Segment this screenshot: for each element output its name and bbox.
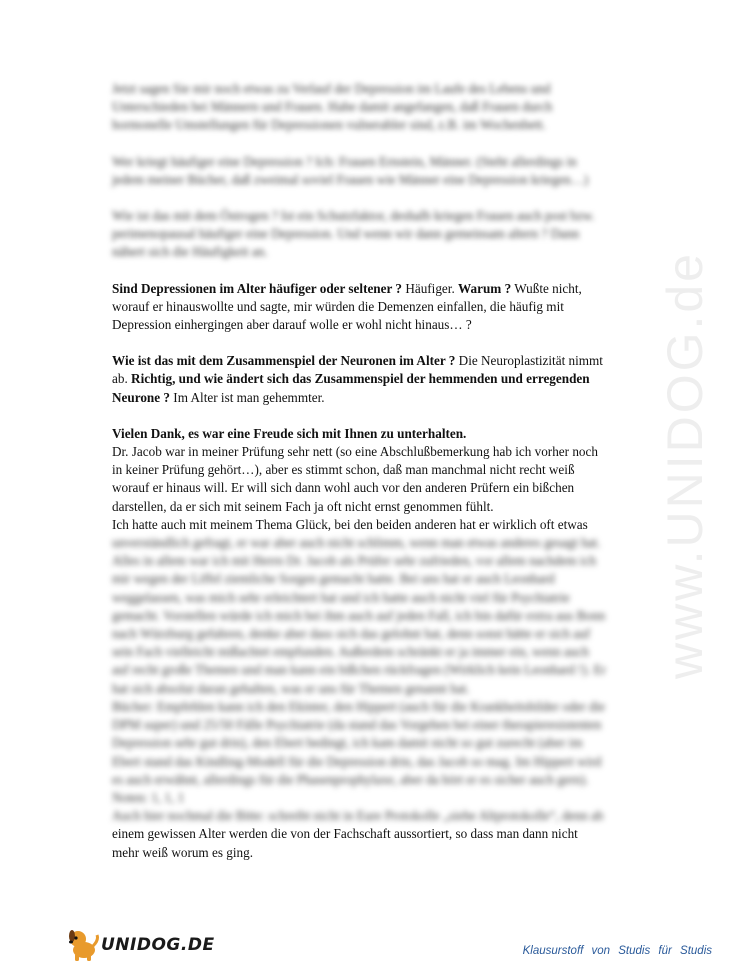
- question: Sind Depressionen im Alter häufiger oder seltener ?: [112, 280, 403, 296]
- watermark: [640, 251, 730, 679]
- closing-question: Vielen Dank, es war eine Freude sich mit Ihnen zu unterhalten.: [112, 425, 467, 441]
- answer: Die Neuroplastizität nimmt ab.: [112, 353, 603, 387]
- blurred-final-start: Auch hier nochmal die Bitte: schreibt nicht in Eure Protokolle „siehe Altprotokolle“, denn ab: [112, 808, 604, 824]
- question: Warum ?: [458, 280, 512, 296]
- answer: Im Alter ist man gehemmter.: [170, 389, 325, 405]
- paragraph-neurons: [112, 352, 608, 407]
- blurred-paragraph-2: Wer kriegt häufiger eine Depression ? Ich: Frauen Ernstein, Männer. (Steht allerdings in jedem meiner Bücher, daß zweimal soviel Frauen wie Männer eine Depression kriegen…): [112, 153, 589, 187]
- blurred-paragraph-3: Wie ist das mit dem Östrogen ? Ist ein Schutzfaktor, deshalb kriegen Frauen auch post bzw. perimenopausal häufiger eine Depression. Und wenn wir dann gemeinsam altern ? Dann nähert sich die Häufigkeit an.: [112, 208, 595, 260]
- paragraph-closing: [112, 425, 608, 534]
- blurred-paragraph-4: unverständlich gefragt, er war aber auch nicht schlimm, wenn man etwas anderes gesagt hat. Alles in allem war ich mit Herrn Dr. Jacob als Prüfer sehr zufrieden, vor allem nachdem ich mir wegen der Liffel ziemliche Sorgen gemacht hatte. Bei uns hat er auch Leonhard weggelassen, was mich sehr erleichtert hat und ich hatte auch nicht viel für Psychiatrie gemacht. Vorstellen würde ich mich bei ihm auch auf jeden Fall, ich bin dafür extra aus Bonn nach Würzburg gefahren, denke aber dass sich das gelohnt hat, denn sonst hätte er sich auf sein Fach vielleicht mißachtet empfunden. Außerdem schränkt er ja immer ein, wenn auch auf recht große Themen und man kann ein bißchen rückfragen (Wirklich kein Leonhard !). Er hat sich absolut daran gehalten, was er uns für Themen genannt hat.: [112, 535, 606, 696]
- blurred-grades: Noten: 1, 1, 1: [112, 789, 185, 805]
- footer-slogan: Klausurstoff von Studis für Studis: [522, 945, 712, 957]
- closing-text: Dr. Jacob war in meiner Prüfung sehr nett (so eine Abschlußbemerkung hab ich vorher noch in keiner Prüfung gehört…), aber es stimmt schon, daß man manchmal nicht recht weiß worauf er hinaus will. Er will sich dann wohl auch vor den anderen Prüfern ein bißchen darstellen, da er sich mit seinem Fach ja oft nicht ernst genommen fühlt.: [112, 444, 598, 514]
- question: Richtig, und wie ändert sich das Zusammenspiel der hemmenden und erregenden Neurone ?: [112, 371, 590, 405]
- question: Wie ist das mit dem Zusammenspiel der Neuronen im Alter ?: [112, 353, 456, 369]
- paragraph-age-frequency: [112, 280, 608, 335]
- final-text: einem gewissen Alter werden die von der Fachschaft aussortiert, so dass man dann nicht mehr weiß worum es ging.: [112, 826, 578, 860]
- document-body: [112, 80, 608, 862]
- blurred-paragraph-1: Jetzt sagen Sie mir noch etwas zu Verlauf der Depression im Laufe des Lebens und Unterschieden bei Männern und Frauen. Habe damit angefangen, daß Frauen durch hormonelle Umstellungen für Depressionen vulnerabler sind, z.B. im Wochenbett.: [112, 81, 553, 133]
- logo-text: UNIDOG.DE: [101, 935, 215, 955]
- paragraph-final: [112, 807, 608, 862]
- watermark-text: www.UNIDOG.de: [657, 251, 713, 679]
- blurred-paragraph-5: Bücher: Empfehlen kann ich den Ekinter, den Hippert (auch für die Krankheitsbilder oder die DPM super) und 25/50 Fälle Psychiatrie (da stand das Vorgehen bei einer therapieresistenten Depression sehr gut drin), den Ebert bedingt, ich kam damit nicht so gut zurecht (aber im Ebert stand das Kindling-Modell für die Depression drin, das Jacob so mag. Im Hippert wird es auch erwähnt, allerdings für die Phasenprophylaxe, aber da hört er es sicher auch gern).: [112, 698, 606, 787]
- answer: Wußte nicht, worauf er hinauswollte und sagte, mir würden die Demenzen einfallen, die häufig mit Depression einhergingen aber darauf wolle er wohl nicht hinaus… ?: [112, 280, 582, 333]
- closing-text-2: Ich hatte auch mit meinem Thema Glück, bei den beiden anderen hat er wirklich oft etwas: [112, 516, 588, 532]
- unidog-logo: [66, 926, 216, 962]
- dog-icon: [66, 926, 100, 962]
- answer: Häufiger.: [402, 280, 459, 296]
